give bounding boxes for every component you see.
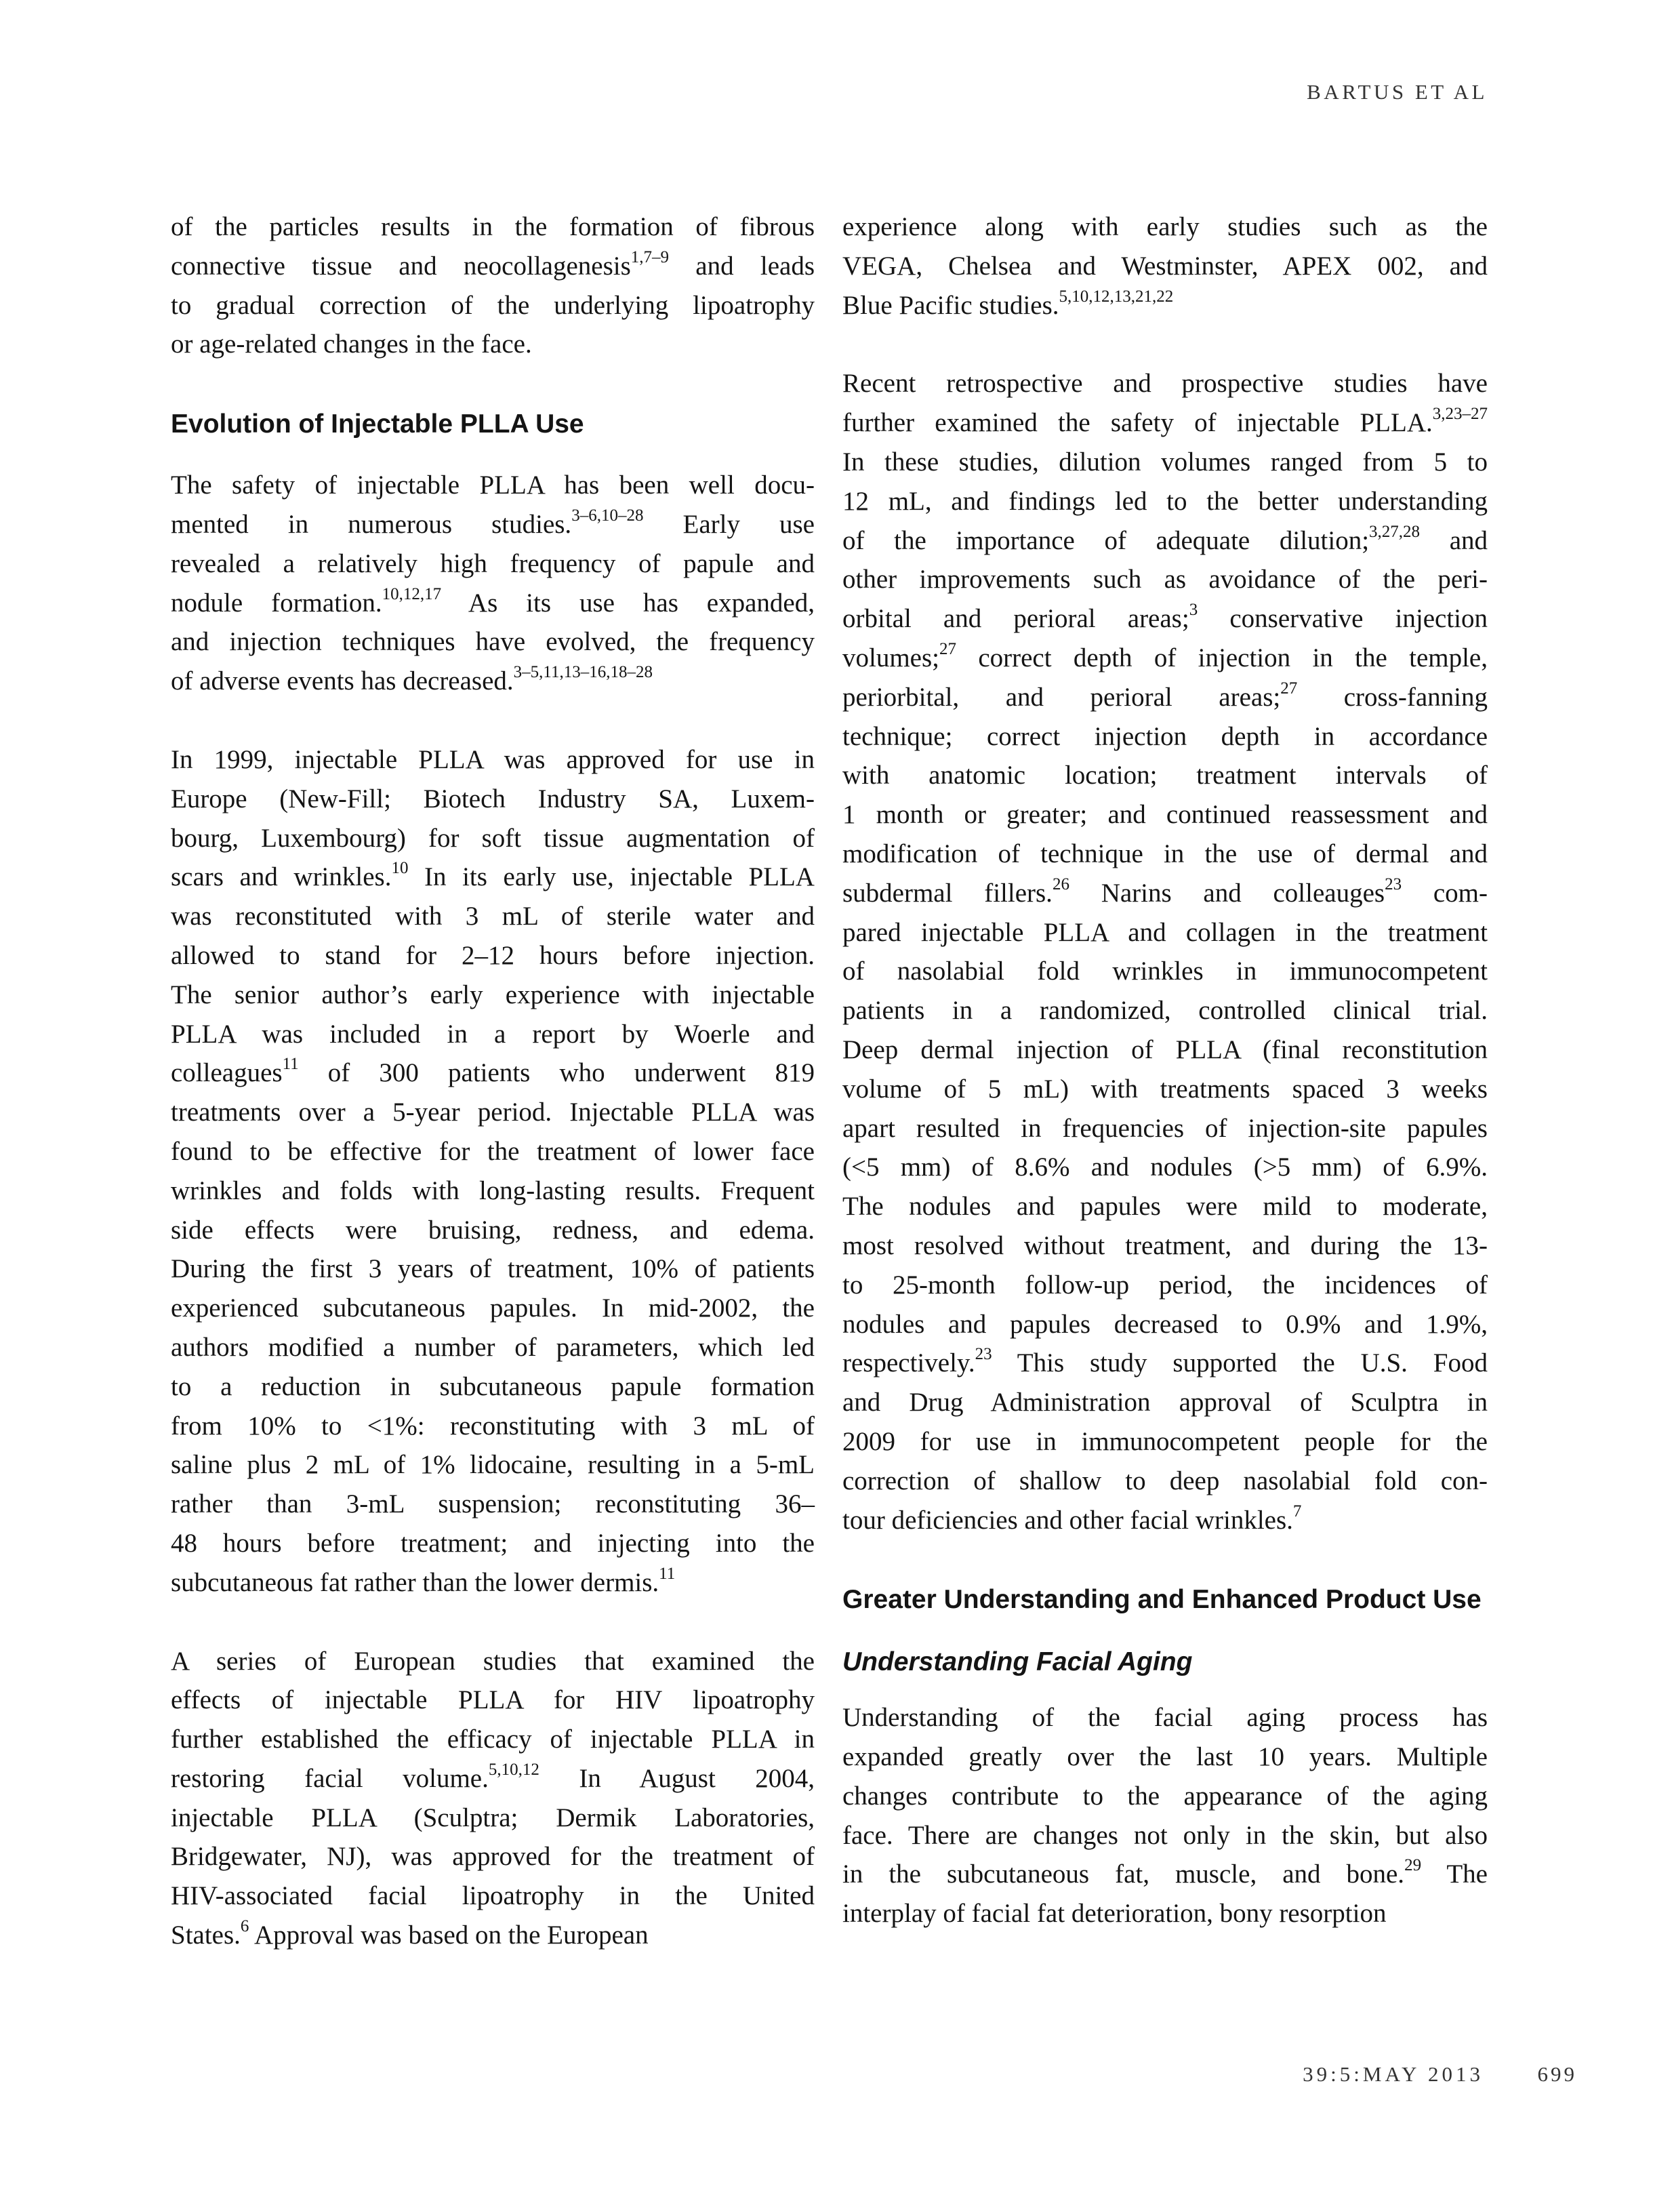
subsection-heading: Understanding Facial Aging [842, 1647, 1193, 1677]
text-line: Europe (New-Fill; Biotech Industry SA, Luxem- [171, 784, 815, 813]
paragraph [171, 466, 815, 701]
citation-superscript: 27 [1280, 679, 1298, 698]
text-line: face. There are changes not only in the skin, but also [842, 1820, 1488, 1850]
citation-superscript: 23 [975, 1345, 992, 1364]
text-line: interplay of facial fat deterioration, bony resorption [842, 1899, 1387, 1929]
text-line: most resolved without treatment, and during the 13- [842, 1230, 1488, 1260]
citation-superscript: 26 [1052, 874, 1069, 893]
text-line: saline plus 2 mL of 1% lidocaine, resulting in a 5-mL [171, 1450, 815, 1480]
text-line: or age-related changes in the face. [171, 329, 532, 359]
text-line: treatments over a 5-year period. Injectable PLLA was [171, 1098, 815, 1127]
text-line: authors modified a number of parameters, which led [171, 1332, 815, 1362]
right-column [842, 207, 1488, 1933]
text-line: bourg, Luxembourg) for soft tissue augmentation of [171, 823, 815, 853]
text-line: The senior author’s early experience with injectable [171, 980, 815, 1009]
text-line: orbital and perioral areas;$^3$ conservative injection [842, 601, 1488, 634]
citation-superscript: 29 [1404, 1856, 1422, 1875]
page-number: 699 [1537, 2062, 1577, 2086]
text-line: scars and wrinkles.$^{10}$ In its early use, injectable PLLA [171, 859, 815, 892]
text-line: experience along with early studies such as the [842, 212, 1488, 241]
text-line: of adverse events has decreased.$^{3-5,11,13-16,18-28}$ [171, 663, 653, 696]
citation-superscript: 3,27,28 [1369, 522, 1421, 541]
text-line: In 1999, injectable PLLA was approved for use in [171, 744, 815, 774]
text-line: and Drug Administration approval of Sculptra in [842, 1388, 1488, 1417]
text-line: further established the efficacy of injectable PLLA in [171, 1725, 815, 1754]
text-line: connective tissue and neocollagenesis$^{1,7-9}$ and leads [171, 247, 815, 281]
text-line: Blue Pacific studies.$^{5,10,12,13,21,22}$ [842, 287, 1174, 320]
text-line: mented in numerous studies.$^{3-6,10-28}$ Early use [171, 506, 815, 539]
text-line: Recent retrospective and prospective studies have [842, 369, 1488, 399]
text-line: revealed a relatively high frequency of papule and [171, 548, 815, 578]
text-line: pared injectable PLLA and collagen in the treatment [842, 917, 1488, 947]
text-line: experienced subcutaneous papules. In mid-2002, the [171, 1293, 815, 1323]
paragraph [171, 1642, 815, 1955]
text-line: 48 hours before treatment; and injecting into the [171, 1528, 815, 1558]
citation-superscript: 3–5,11,13–16,18–28 [513, 663, 653, 682]
text-line: The nodules and papules were mild to moderate, [842, 1192, 1488, 1222]
left-column [171, 207, 815, 1955]
text-line: periorbital, and perioral areas;$^{27}$ cross-fanning [842, 679, 1488, 712]
text-line: injectable PLLA (Sculptra; Dermik Laboratories, [171, 1803, 815, 1832]
footer-issue: 39:5:MAY 2013 [1303, 2062, 1484, 2086]
text-line: volumes;$^{27}$ correct depth of injection in the temple, [842, 639, 1488, 672]
text-line: Bridgewater, NJ), was approved for the treatment of [171, 1842, 815, 1872]
text-line: expanded greatly over the last 10 years. Multiple [842, 1742, 1488, 1772]
text-line: was reconstituted with 3 mL of sterile water and [171, 902, 815, 931]
text-line: subcutaneous fat rather than the lower dermis.$^{11}$ [171, 1564, 676, 1597]
paragraph [842, 207, 1488, 325]
text-line: with anatomic location; treatment intervals of [842, 761, 1488, 790]
text-line: restoring facial volume.$^{5,10,12}$ In August 2004, [171, 1760, 815, 1793]
paragraph [842, 1698, 1488, 1933]
citation-superscript: 27 [939, 639, 956, 658]
citation-superscript: 6 [240, 1917, 249, 1936]
paragraph [842, 364, 1488, 1540]
paragraph [171, 740, 815, 1603]
running-head: BARTUS ET AL [1307, 80, 1488, 104]
citation-superscript: 7 [1292, 1502, 1302, 1521]
text-line: colleagues$^{11}$ of 300 patients who underwent 819 [171, 1055, 815, 1088]
text-line: side effects were bruising, redness, and edema. [171, 1215, 815, 1245]
text-line: subdermal fillers.$^{26}$ Narins and colleauges$^{23}$ com- [842, 874, 1488, 908]
text-line: of the particles results in the formation of fibrous [171, 212, 815, 241]
citation-superscript: 3 [1189, 601, 1198, 620]
text-line: In these studies, dilution volumes ranged from 5 to [842, 447, 1488, 477]
text-line: technique; correct injection depth in accordance [842, 721, 1488, 751]
text-line: VEGA, Chelsea and Westminster, APEX 002, and [842, 251, 1488, 281]
text-line: of the importance of adequate dilution;$^{3,27,28}$ and [842, 522, 1488, 555]
text-line: Understanding of the facial aging process has [842, 1703, 1488, 1733]
citation-superscript: 10,12,17 [382, 584, 442, 603]
text-line: 2009 for use in immunocompetent people for the [842, 1426, 1488, 1456]
text-line: tour deficiencies and other facial wrinkles.$^7$ [842, 1502, 1302, 1535]
text-line: wrinkles and folds with long-lasting results. Frequent [171, 1175, 815, 1205]
text-line: 12 mL, and findings led to the better understanding [842, 486, 1488, 516]
text-line: found to be effective for the treatment of lower face [171, 1136, 815, 1166]
citation-superscript: 5,10,12 [488, 1760, 539, 1779]
text-line: modification of technique in the use of dermal and [842, 839, 1488, 868]
text-line: HIV-associated facial lipoatrophy in the United [171, 1881, 815, 1911]
text-line: nodules and papules decreased to 0.9% and 1.9%, [842, 1309, 1488, 1339]
text-line: allowed to stand for 2–12 hours before injection. [171, 940, 815, 970]
text-line: During the first 3 years of treatment, 10% of patients [171, 1254, 815, 1284]
text-line: States.$^6$ Approval was based on the European [171, 1917, 649, 1950]
text-line: A series of European studies that examined the [171, 1646, 815, 1676]
text-line: of nasolabial fold wrinkles in immunocompetent [842, 957, 1488, 986]
citation-superscript: 3–6,10–28 [571, 506, 644, 525]
text-line: to a reduction in subcutaneous papule formation [171, 1371, 815, 1401]
citation-superscript: 3,23–27 [1432, 405, 1488, 424]
citation-superscript: 11 [659, 1564, 676, 1583]
text-line: apart resulted in frequencies of injection-site papules [842, 1113, 1488, 1143]
text-line: nodule formation.$^{10,12,17}$ As its use has expanded, [171, 584, 815, 618]
citation-superscript: 10 [391, 859, 409, 878]
text-line: effects of injectable PLLA for HIV lipoatrophy [171, 1685, 815, 1715]
text-line: rather than 3-mL suspension; reconstituting 36– [171, 1489, 815, 1519]
text-line: respectively.$^{23}$ This study supported the U.S. Food [842, 1345, 1488, 1378]
text-line: PLLA was included in a report by Woerle and [171, 1019, 815, 1049]
text-line: further examined the safety of injectable PLLA.$^{3,23-27}$ [842, 405, 1488, 438]
citation-superscript: 5,10,12,13,21,22 [1059, 287, 1174, 306]
text-line: to 25-month follow-up period, the incidences of [842, 1270, 1488, 1300]
citation-superscript: 11 [282, 1055, 299, 1074]
section-heading: Greater Understanding and Enhanced Product Use [842, 1585, 1482, 1615]
text-line: in the subcutaneous fat, muscle, and bone.$^{29}$ The [842, 1856, 1488, 1889]
text-line: other improvements such as avoidance of the peri- [842, 565, 1488, 595]
text-line: (<5 mm) of 8.6% and nodules (>5 mm) of 6.9%. [842, 1152, 1488, 1182]
text-line: changes contribute to the appearance of the aging [842, 1781, 1488, 1811]
text-line: patients in a randomized, controlled clinical trial. [842, 996, 1488, 1026]
text-line: from 10% to <1%: reconstituting with 3 mL of [171, 1411, 815, 1441]
citation-superscript: 23 [1385, 874, 1402, 893]
text-line: 1 month or greater; and continued reassessment and [842, 800, 1488, 830]
citation-superscript: 1,7–9 [630, 247, 670, 266]
text-line: to gradual correction of the underlying lipoatrophy [171, 290, 815, 320]
text-line: Deep dermal injection of PLLA (final reconstitution [842, 1034, 1488, 1064]
paragraph [171, 207, 815, 364]
text-line: The safety of injectable PLLA has been well docu- [171, 470, 815, 500]
text-line: volume of 5 mL) with treatments spaced 3 weeks [842, 1074, 1488, 1104]
text-line: and injection techniques have evolved, the frequency [171, 627, 815, 657]
text-line: correction of shallow to deep nasolabial fold con- [842, 1466, 1488, 1495]
section-heading: Evolution of Injectable PLLA Use [171, 409, 584, 439]
